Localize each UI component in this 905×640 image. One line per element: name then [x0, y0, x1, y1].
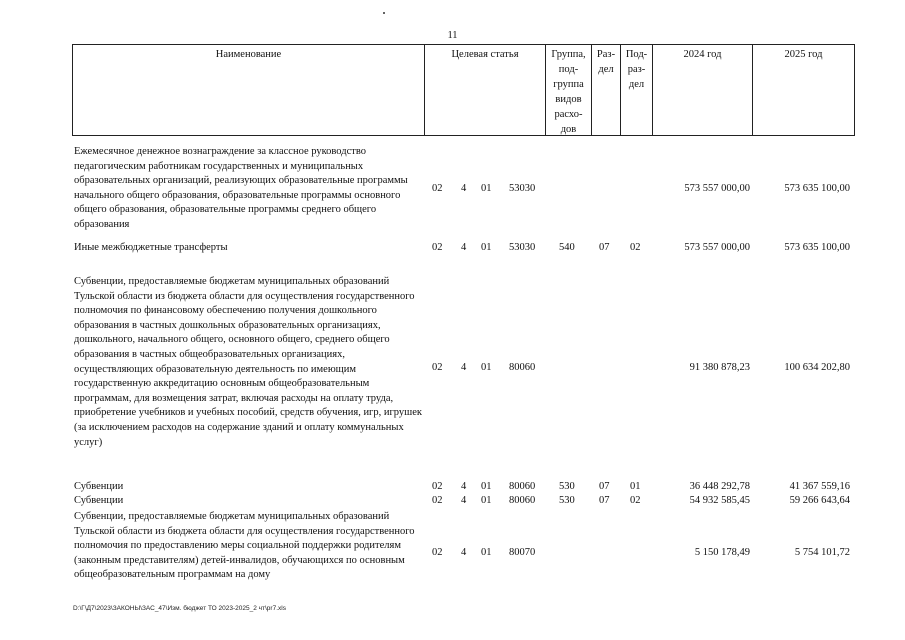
- file-path-footer: D:\Г\Д7\2023\ЗАКОНЫ\ЗАС_47\Изм. бюджет ТО 2023-2025_2 чт\pr7.xls: [73, 605, 286, 612]
- cell-c1: 02: [432, 183, 443, 194]
- cell-c3: 01: [481, 183, 492, 194]
- cell-c4: 80060: [509, 495, 536, 506]
- cell-2024: 36 448 292,78: [689, 481, 750, 492]
- cell-c2: 4: [461, 362, 467, 373]
- cell-c1: 02: [432, 362, 443, 373]
- cell-c2: 4: [461, 481, 467, 492]
- cell-c2: 4: [461, 547, 467, 558]
- cell-c4: 53030: [509, 242, 536, 253]
- cell-2025: 41 367 559,16: [789, 481, 850, 492]
- cell-c2: 4: [461, 495, 467, 506]
- cell-c2: 4: [461, 242, 467, 253]
- cell-c2: 4: [461, 183, 467, 194]
- cell-2025: 59 266 643,64: [789, 495, 850, 506]
- cell-2024: 54 932 585,45: [689, 495, 750, 506]
- cell-subsection: 02: [630, 242, 641, 253]
- cell-section: 07: [599, 495, 610, 506]
- cell-2024: 5 150 178,49: [694, 547, 750, 558]
- cell-2025: 573 635 100,00: [784, 242, 850, 253]
- cell-c4: 53030: [509, 183, 536, 194]
- cell-2024: 573 557 000,00: [684, 183, 750, 194]
- row-name: Субвенции, предоставляемые бюджетам муниципальных образований Тульской области из бюджета области для осуществления государственного полномочия по финансовому обеспечению получения дошкольного образования в частных дошкольных образовательных организациях, дошкольного, начального общего, основного общего, среднего общего образования в частных общеобразовательных организациях, осуществляющих образовательную деятельность по имеющим государственную аккредитацию основным общеобразовательным программам, для возмещения затрат, включая расходы на оплату труда, приобретение учебников и учебных пособий, средств обучения, игр, игрушек (за исключением расходов на содержание зданий и оплату коммунальных услуг): [74, 276, 423, 448]
- cell-2024: 573 557 000,00: [684, 242, 750, 253]
- row-name: Ежемесячное денежное вознаграждение за классное руководство педагогическим работникам государственных и муниципальных образовательных организаций, реализующих образовательные программы начального общего образования, образовательные программы основного общего образования, образовательные программы среднего общего образования: [74, 146, 408, 230]
- cell-c4: 80070: [509, 547, 536, 558]
- cell-group: 530: [559, 481, 575, 492]
- cell-subsection: 02: [630, 495, 641, 506]
- header-year-2025: 2025 год: [752, 44, 855, 136]
- cell-2025: 100 634 202,80: [784, 362, 850, 373]
- header-name: Наименование: [72, 44, 424, 136]
- row-name: Субвенции: [74, 495, 124, 506]
- stray-dot: [383, 12, 385, 14]
- cell-c3: 01: [481, 362, 492, 373]
- row-name: Субвенции: [74, 481, 124, 492]
- cell-c3: 01: [481, 481, 492, 492]
- row-name: Субвенции, предоставляемые бюджетам муниципальных образований Тульской области из бюджета области для осуществления государственного полномочия по предоставлению меры социальной поддержки родителям (законным представителям) детей-инвалидов, обучающихся по основным общеобразовательным программам на дому: [74, 511, 415, 581]
- cell-c1: 02: [432, 481, 443, 492]
- header-year-2024: 2024 год: [652, 44, 752, 136]
- cell-c1: 02: [432, 242, 443, 253]
- header-section: Раз- дел: [591, 44, 620, 136]
- header-group: Группа, под- группа видов расхо- дов: [545, 44, 591, 136]
- cell-2025: 5 754 101,72: [794, 547, 850, 558]
- cell-c3: 01: [481, 242, 492, 253]
- cell-2024: 91 380 878,23: [689, 362, 750, 373]
- cell-c3: 01: [481, 495, 492, 506]
- cell-c1: 02: [432, 547, 443, 558]
- cell-subsection: 01: [630, 481, 641, 492]
- cell-section: 07: [599, 481, 610, 492]
- cell-c4: 80060: [509, 362, 536, 373]
- cell-c1: 02: [432, 495, 443, 506]
- header-target-article: Целевая статья: [424, 44, 545, 136]
- cell-c3: 01: [481, 547, 492, 558]
- cell-group: 540: [559, 242, 575, 253]
- cell-group: 530: [559, 495, 575, 506]
- cell-c4: 80060: [509, 481, 536, 492]
- row-name: Иные межбюджетные трансферты: [74, 242, 228, 253]
- header-subsection: Под- раз- дел: [620, 44, 652, 136]
- cell-section: 07: [599, 242, 610, 253]
- cell-2025: 573 635 100,00: [784, 183, 850, 194]
- page-number: 11: [447, 30, 458, 41]
